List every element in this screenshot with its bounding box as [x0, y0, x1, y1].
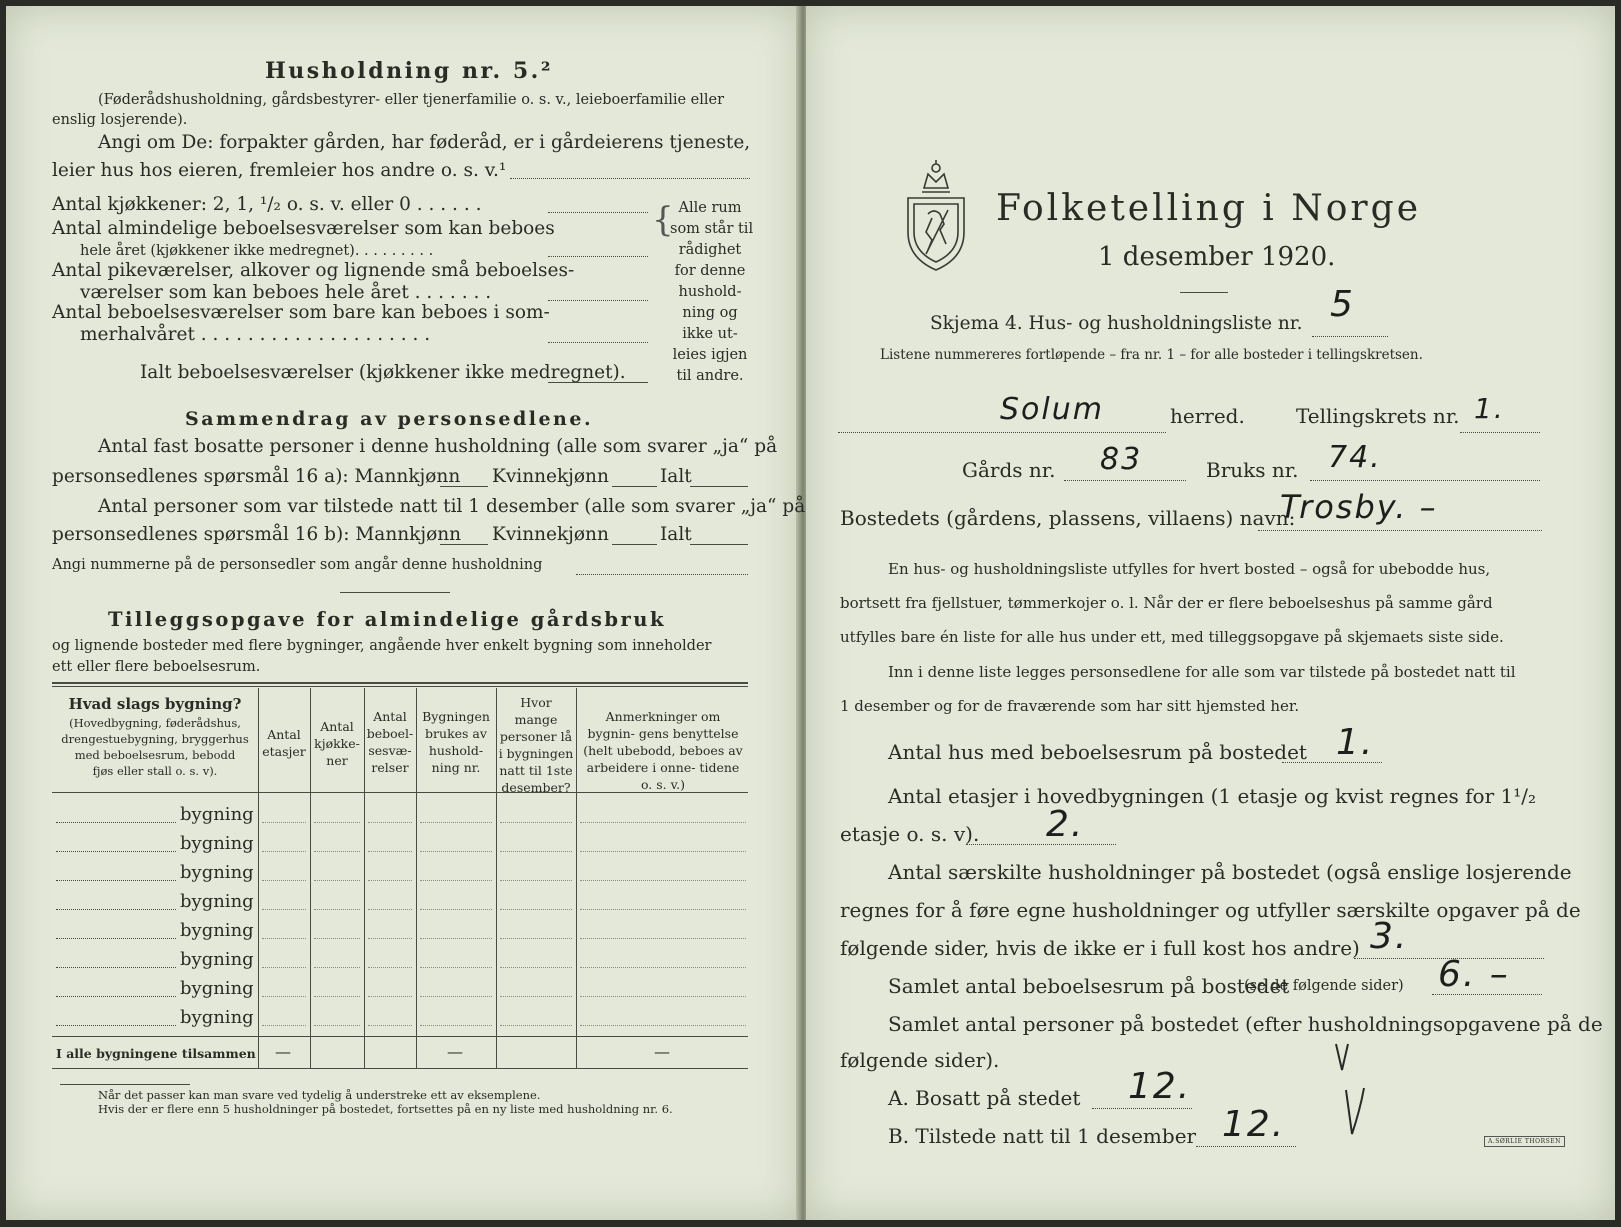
table-row-field — [56, 938, 176, 939]
table-cell — [500, 1025, 572, 1026]
table-cell — [580, 996, 746, 997]
table-cell — [262, 938, 306, 939]
field-line — [440, 544, 488, 545]
footnote-rule — [60, 1084, 190, 1085]
rooms-maid-2: værelser som kan beboes hele året . . . . . . . — [80, 282, 492, 303]
summary-2-ialt: Ialt — [660, 524, 692, 545]
table-row-label: bygning — [180, 891, 254, 912]
table-cell — [500, 967, 572, 968]
para1-c: utfylles bare én liste for alle hus under ett, med tilleggsopgave på skjemaets siste side. — [840, 628, 1504, 646]
col-building-type-line: drengestuebygning, bryggerhus — [61, 732, 249, 746]
herred-value: Solum — [1000, 392, 1104, 427]
col-building-type-line: fjøs eller stall o. s. v). — [92, 764, 218, 778]
side-note-line: Alle rum — [678, 200, 742, 216]
table-cell — [368, 967, 412, 968]
q-houses: Antal hus med beboelsesrum på bostedet — [888, 740, 1307, 764]
bosted-value: Trosby. – — [1280, 488, 1438, 526]
q-rooms-value: 6. – — [1438, 954, 1510, 995]
table-row-field — [56, 880, 176, 881]
summary-1-ialt: Ialt — [660, 466, 692, 487]
angi-line-1: Angi om De: forpakter gården, har føderåd, er i gårdeierens tjeneste, — [98, 132, 751, 153]
col-building-type-title: Hvad slags bygning? — [68, 695, 242, 713]
listene-note: Listene nummereres fortløpende – fra nr. 1 – for alle bosteder i tellingskretsen. — [880, 347, 1423, 363]
para2-b: 1 desember og for de fraværende som har sitt hjemsted her. — [840, 697, 1300, 715]
table-cell — [500, 880, 572, 881]
bruks-value: 74. — [1328, 440, 1382, 475]
table-row-field — [56, 1025, 176, 1026]
summary-1a: Antal fast bosatte personer i denne husholdning (alle som svarer „ja“ på — [98, 436, 778, 457]
angi-line-2: leier hus hos eieren, fremleier hos andre o. s. v.¹ — [52, 160, 507, 181]
q-households-a: Antal særskilte husholdninger på bostedet (også enslige losjerende — [888, 860, 1572, 884]
rooms-total: Ialt beboelsesværelser (kjøkkener ikke medregnet). — [140, 362, 626, 383]
total-dash-remarks: — — [654, 1042, 670, 1061]
col-building-type — [54, 696, 256, 779]
col-divider — [310, 688, 311, 1068]
field-line — [612, 486, 657, 487]
field-line — [690, 544, 748, 545]
table-cell — [500, 822, 572, 823]
separator — [340, 592, 450, 593]
table-row-field — [56, 996, 176, 997]
footnote-1: Når det passer kan man svare ved tydelig å understreke ett av eksemplene. — [98, 1088, 541, 1102]
ordinary-field — [548, 256, 648, 257]
table-cell — [314, 1025, 360, 1026]
field-line — [440, 486, 488, 487]
total-dash-floors: — — [275, 1042, 291, 1061]
rooms-ordinary-1: Antal almindelige beboelsesværelser som kan beboes — [52, 218, 555, 239]
bosted-field — [1258, 530, 1542, 531]
summary-1-kvinne: Kvinnekjønn — [492, 466, 609, 487]
table-cell — [500, 851, 572, 852]
table-cell — [262, 880, 306, 881]
rooms-ordinary-2: hele året (kjøkkener ikke medregnet). . . . . . . . . — [80, 243, 434, 259]
table-cell — [420, 967, 492, 968]
table-top-rule — [52, 682, 748, 684]
q-floors-b: etasje o. s. v). — [840, 822, 980, 846]
supplement-2: ett eller flere beboelsesrum. — [52, 659, 261, 675]
angi-nummerne: Angi nummerne på de personsedler som angår denne husholdning — [52, 557, 543, 573]
para2-a: Inn i denne liste legges personsedlene for alle som var tilstede på bostedet natt til — [888, 663, 1516, 681]
supplement-title: Tilleggsopgave for almindelige gårdsbruk — [108, 608, 666, 631]
total-dash-household: — — [447, 1042, 463, 1061]
side-note — [670, 198, 754, 387]
q-households-value: 3. — [1370, 916, 1409, 957]
maid-field — [548, 300, 648, 301]
table-cell — [420, 996, 492, 997]
table-cell — [368, 996, 412, 997]
gards-value: 83 — [1100, 442, 1143, 477]
col-divider — [576, 688, 577, 1068]
q-present: B. Tilstede natt til 1 desember — [888, 1124, 1197, 1148]
q-present-field — [1196, 1146, 1296, 1147]
table-cell — [262, 1025, 306, 1026]
table-cell — [314, 967, 360, 968]
table-row-label: bygning — [180, 978, 254, 999]
summary-2b: personsedlenes spørsmål 16 b): Mannkjønn — [52, 524, 462, 545]
q-houses-value: 1. — [1336, 722, 1375, 763]
table-cell — [580, 909, 746, 910]
rooms-maid-1: Antal pikeværelser, alkover og lignende små beboelses- — [52, 260, 575, 281]
table-top-rule-2 — [52, 686, 748, 687]
census-title: Folketelling i Norge — [996, 188, 1421, 229]
household-subtitle-1: (Føderådshusholdning, gårdsbestyrer- eller tjenerfamilie o. s. v., leieboerfamilie eller — [98, 92, 725, 108]
table-cell — [314, 822, 360, 823]
herred-label: herred. — [1170, 404, 1245, 428]
col-building-type-line: (Hovedbygning, føderådshus, — [69, 716, 241, 730]
table-total-rule — [52, 1036, 748, 1037]
table-cell — [420, 938, 492, 939]
table-row-field — [56, 822, 176, 823]
table-cell — [368, 909, 412, 910]
q-resident-value: 12. — [1128, 1066, 1192, 1107]
table-cell — [314, 938, 360, 939]
title-rule — [1180, 292, 1228, 293]
brace: { — [652, 200, 674, 240]
household-subtitle-2: enslig losjerende). — [52, 112, 188, 128]
table-cell — [262, 996, 306, 997]
check-mark-icon — [1330, 1040, 1370, 1140]
side-note-line: til andre. — [676, 368, 744, 384]
col-building-type-line: med beboelsesrum, bebodd — [74, 748, 236, 762]
coat-of-arms-icon — [900, 158, 972, 276]
side-note-line: hushold- — [678, 284, 742, 300]
bruks-label: Bruks nr. — [1206, 458, 1299, 482]
tellingskrets-value: 1. — [1474, 392, 1505, 425]
tellingskrets-field — [1460, 432, 1540, 433]
table-row-label: bygning — [180, 833, 254, 854]
q-households-c: følgende sider, hvis de ikke er i full kost hos andre) — [840, 936, 1360, 960]
table-row-label: bygning — [180, 862, 254, 883]
table-row-field — [56, 851, 176, 852]
summer-field — [548, 342, 648, 343]
rooms-summer-2: merhalvåret . . . . . . . . . . . . . . . . . . . . — [80, 324, 431, 345]
table-cell — [580, 967, 746, 968]
summary-2a: Antal personer som var tilstede natt til 1 desember (alle som svarer „ja“ på — [98, 496, 806, 517]
table-cell — [420, 851, 492, 852]
col-floors: Antal etasjer — [262, 727, 306, 759]
bosted-label: Bostedets (gårdens, plassens, villaens) navn: — [840, 506, 1296, 530]
footnote-2: Hvis der er flere enn 5 husholdninger på bostedet, fortsettes på en ny liste med husholdning nr. 6. — [98, 1102, 673, 1116]
table-cell — [262, 822, 306, 823]
q-persons-b: følgende sider). — [840, 1048, 1000, 1072]
table-row-field — [56, 967, 176, 968]
skjema-label: Skjema 4. Hus- og husholdningsliste nr. — [930, 313, 1303, 334]
q-rooms: Samlet antal beboelsesrum på bostedet — [888, 974, 1290, 998]
table-cell — [500, 909, 572, 910]
para1-b: bortsett fra fjellstuer, tømmerkojer o. l. Når der er flere beboelseshus på samme gård — [840, 594, 1493, 612]
supplement-1: og lignende bosteder med flere bygninger, angående hver enkelt bygning som inneholder — [52, 638, 712, 654]
table-cell — [262, 909, 306, 910]
side-note-line: ikke ut- — [682, 326, 738, 342]
col-rooms: Antal beboel- sesvæ- relser — [366, 709, 414, 775]
col-kitchens: Antal kjøkke- ner — [314, 719, 360, 768]
summary-1b: personsedlenes spørsmål 16 a): Mannkjønn — [52, 466, 461, 487]
col-divider — [496, 688, 497, 1068]
table-row-label: bygning — [180, 949, 254, 970]
field-line — [612, 544, 657, 545]
para1-a: En hus- og husholdningsliste utfylles for hvert bosted – også for ubebodde hus, — [888, 560, 1491, 578]
angi-field — [510, 178, 750, 179]
table-cell — [262, 851, 306, 852]
table-row-label: bygning — [180, 804, 254, 825]
q-resident-field — [1092, 1108, 1192, 1109]
table-cell — [580, 1025, 746, 1026]
side-note-line: leies igjen — [672, 347, 748, 363]
q-resident: A. Bosatt på stedet — [888, 1086, 1081, 1110]
summary-2-kvinne: Kvinnekjønn — [492, 524, 609, 545]
table-cell — [368, 851, 412, 852]
table-cell — [420, 880, 492, 881]
q-households-b: regnes for å føre egne husholdninger og utfyller særskilte opgaver på de — [840, 898, 1581, 922]
table-cell — [580, 851, 746, 852]
col-divider — [416, 688, 417, 1068]
side-note-line: ning og — [682, 305, 738, 321]
kitchens-field — [548, 212, 648, 213]
table-cell — [500, 996, 572, 997]
field-line — [690, 486, 748, 487]
table-cell — [420, 909, 492, 910]
col-remarks: Anmerkninger om bygnin- gens benyttelse (helt ubebodd, beboes av arbeidere i onne- tidene o. s. v.) — [583, 709, 743, 792]
table-cell — [314, 851, 360, 852]
list-number-field — [1312, 336, 1388, 337]
table-cell — [314, 880, 360, 881]
table-cell — [368, 880, 412, 881]
col-household-nr: Bygningen brukes av hushold- ning nr. — [422, 709, 490, 775]
table-cell — [420, 1025, 492, 1026]
side-note-line: rådighet — [678, 242, 742, 258]
bruks-field — [1310, 480, 1540, 481]
table-cell — [420, 822, 492, 823]
col-persons: Hvor mange personer lå i bygningen natt til 1ste desember? — [498, 695, 574, 795]
rooms-total-field — [548, 382, 648, 383]
side-note-line: som står til — [670, 221, 754, 237]
table-cell — [262, 967, 306, 968]
side-note-line: for denne — [674, 263, 746, 279]
table-cell — [368, 938, 412, 939]
table-cell — [500, 938, 572, 939]
table-bottom-rule — [52, 1068, 748, 1069]
q-floors-value: 2. — [1046, 804, 1085, 845]
table-cell — [368, 1025, 412, 1026]
household-title: Husholdning nr. 5.² — [265, 58, 553, 84]
table-cell — [314, 996, 360, 997]
q-houses-field — [1282, 762, 1382, 763]
q-present-value: 12. — [1222, 1104, 1286, 1145]
tellingskrets-label: Tellingskrets nr. — [1296, 404, 1460, 428]
table-cell — [314, 909, 360, 910]
gards-label: Gårds nr. — [962, 458, 1056, 482]
gards-field — [1064, 480, 1186, 481]
q-rooms-note: (se de følgende sider) — [1244, 978, 1404, 994]
nummerne-field — [576, 574, 748, 575]
printer-stamp: A.SØRLIE THORSEN — [1484, 1136, 1565, 1147]
col-divider — [364, 688, 365, 1068]
table-cell — [368, 822, 412, 823]
rooms-summer-1: Antal beboelsesværelser som bare kan beboes i som- — [52, 302, 550, 323]
herred-field — [838, 432, 1166, 433]
census-date: 1 desember 1920. — [1098, 242, 1336, 272]
table-cell — [580, 822, 746, 823]
table-row-field — [56, 909, 176, 910]
list-number-value: 5 — [1330, 284, 1355, 325]
rooms-kitchens: Antal kjøkkener: 2, 1, ¹/₂ o. s. v. eller 0 . . . . . . — [52, 194, 482, 215]
total-label: I alle bygningene tilsammen — [56, 1046, 256, 1061]
table-row-label: bygning — [180, 1007, 254, 1028]
table-cell — [580, 880, 746, 881]
q-persons-a: Samlet antal personer på bostedet (efter husholdningsopgavene på de — [888, 1012, 1603, 1036]
q-rooms-field — [1432, 994, 1542, 995]
q-floors-a: Antal etasjer i hovedbygningen (1 etasje og kvist regnes for 1¹/₂ — [888, 784, 1537, 808]
q-floors-field — [966, 844, 1116, 845]
table-cell — [580, 938, 746, 939]
summary-title: Sammendrag av personsedlene. — [185, 408, 594, 430]
table-row-label: bygning — [180, 920, 254, 941]
col-divider — [258, 688, 259, 1068]
